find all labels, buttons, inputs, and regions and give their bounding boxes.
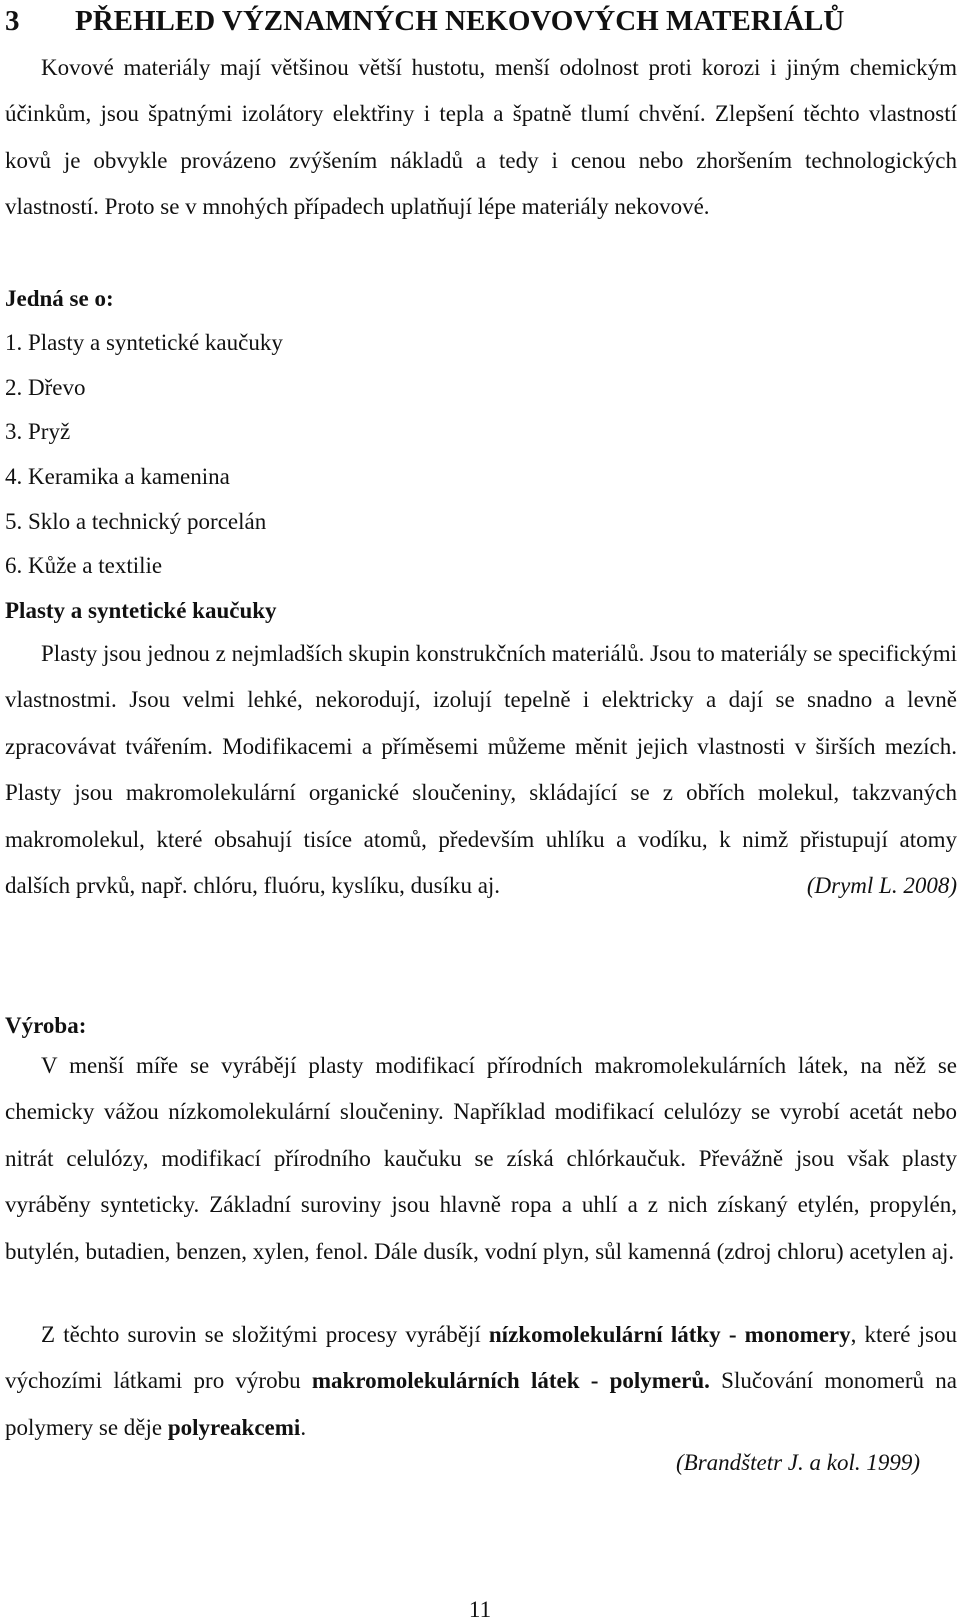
vyroba-citation: (Brandštetr J. a kol. 1999) [675,1450,920,1475]
plastics-citation: (Dryml L. 2008) [806,873,957,899]
list-item: 2. Dřevo [5,375,86,400]
vyroba-paragraph: V menší míře se vyrábějí plasty modifikací přírodních makromolekulárních látek, na něž se chemicky vážou nízkomolekulární sloučeniny. Například modifikací celulózy se vyrobí acetát nebo nitrát celulózy, modifikací přírodního kaučuku se získá chlórkaučuk. Převážně jsou však plasty vyráběny synteticky. Základní suroviny jsou hlavně ropa a uhlí a z nich získaný etylén, propylén, butylén, butadien, benzen, xylen, fenol. Dále dusík, vodní plyn, sůl kamenná (zdroj chloru) acetylen aj. [5,1053,957,1264]
list-item: 1. Plasty a syntetické kaučuky [5,330,283,355]
list-heading: Jedná se o: [5,286,114,311]
polymers-term: makromolekulárních látek - polymerů. [311,1368,710,1394]
list-item: 5. Sklo a technický porcelán [5,509,267,534]
plastics-paragraph [5,631,957,909]
chapter-title: PŘEHLED VÝZNAMNÝCH NEKOVOVÝCH MATERIÁLŮ [75,5,845,37]
plastics-body: Plasty jsou jednou z nejmladších skupin konstrukčních materiálů. Jsou to materiály se specifickými vlastnostmi. Jsou velmi lehké, nekorodují, izolují tepelně i elektricky a dají se snadno a levně zpracovávat tvářením. Modifikacemi a příměsemi můžeme měnit jejich vlastnosti v širších mezích. Plasty jsou makromolekulární organické sloučeniny, skládající se z obřích molekul, takzvaných makromolekul, které obsahují tisíce atomů, především uhlíku a vodíku, k nimž přistupují atomy dalších prvků, např. chlóru, fluóru, kyslíku, dusíku aj. [5,641,957,899]
chapter-number: 3 [5,5,20,37]
chapter-heading [5,0,844,42]
list-item: 4. Keramika a kamenina [5,464,230,489]
intro-paragraph: Kovové materiály mají většinou větší hustotu, menší odolnost proti korozi i jiným chemickým účinkům, jsou špatnými izolátory elektřiny i tepla a špatně tlumí chvění. Zlepšení těchto vlastností kovů je obvykle provázeno zvýšením nákladů a tedy i cenou nebo zhoršením technologických vlastností. Proto se v mnohých případech uplatňují lépe materiály nekovové. [5,55,957,220]
monomers-paragraph [5,1312,957,1451]
list-item: 6. Kůže a textilie [5,553,163,578]
vyroba-title: Výroba: [5,1013,87,1038]
list-item: 3. Pryž [5,419,71,444]
monomers-term: nízkomolekulární látky - monomery [488,1322,851,1347]
monomers-text-2: , které jsou výchozími látkami pro výrobu [5,1322,957,1394]
page-number: 11 [468,1597,492,1622]
polyreactions-term: polyreakcemi [167,1414,301,1440]
section-title: Plasty a syntetické kaučuky [5,598,277,623]
monomers-text-4: . [300,1414,307,1440]
monomers-text-1: Z těchto surovin se složitými procesy vyrábějí [41,1322,489,1347]
monomers-text-3: Slučování monomerů na polymery se děje [5,1368,957,1440]
